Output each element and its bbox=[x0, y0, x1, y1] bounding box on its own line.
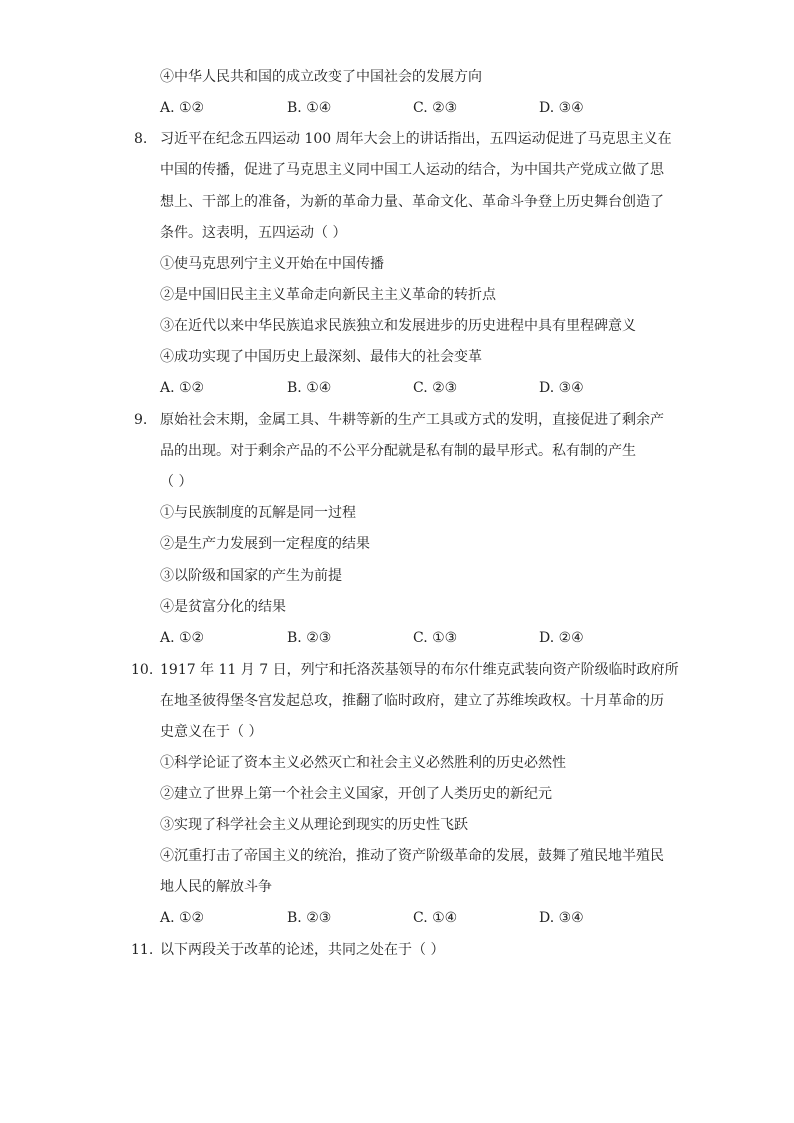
q8-option-d: D. ③④ bbox=[539, 380, 584, 396]
q8-stem-line: 条件。这表明，五四运动（ ） bbox=[160, 225, 347, 241]
q8-item-1: ①使马克思列宁主义开始在中国传播 bbox=[160, 256, 384, 272]
q8-option-b: B. ①④ bbox=[287, 380, 332, 396]
q8-item-2: ②是中国旧民主主义革命走向新民主主义革命的转折点 bbox=[160, 287, 496, 303]
q9-option-a: A. ①② bbox=[160, 630, 205, 646]
q10-option-d: D. ③④ bbox=[539, 910, 584, 926]
q9-stem-line: （ ） bbox=[160, 474, 193, 490]
q8-option-a: A. ①② bbox=[160, 380, 205, 396]
q10-option-b: B. ②③ bbox=[287, 910, 332, 926]
q10-item-4: ④沉重打击了帝国主义的统治，推动了资产阶级革命的发展，鼓舞了殖民地半殖民 bbox=[160, 848, 664, 864]
q10-item-3: ③实现了科学社会主义从理论到现实的历史性飞跃 bbox=[160, 817, 468, 833]
q8-item-3: ③在近代以来中华民族追求民族独立和发展进步的历史进程中具有里程碑意义 bbox=[160, 318, 636, 334]
q7-option-c: C. ②③ bbox=[413, 100, 458, 116]
q11-number: 11. bbox=[131, 942, 154, 958]
q9-number: 9. bbox=[134, 412, 148, 428]
q7-item-4: ④中华人民共和国的成立改变了中国社会的发展方向 bbox=[160, 69, 482, 85]
q10-number: 10. bbox=[131, 662, 154, 678]
q10-option-a: A. ①② bbox=[160, 910, 205, 926]
q9-option-c: C. ①③ bbox=[413, 630, 458, 646]
q10-option-c: C. ①④ bbox=[413, 910, 458, 926]
q10-item-2: ②建立了世界上第一个社会主义国家，开创了人类历史的新纪元 bbox=[160, 786, 552, 802]
q8-stem-line: 习近平在纪念五四运动 100 周年大会上的讲话指出，五四运动促进了马克思主义在 bbox=[160, 131, 672, 147]
q8-stem-line: 中国的传播，促进了马克思主义同中国工人运动的结合，为中国共产党成立做了思 bbox=[160, 162, 664, 178]
q9-item-3: ③以阶级和国家的产生为前提 bbox=[160, 568, 342, 584]
q9-option-b: B. ②③ bbox=[287, 630, 332, 646]
q7-option-d: D. ③④ bbox=[539, 100, 584, 116]
q9-item-4: ④是贫富分化的结果 bbox=[160, 599, 286, 615]
q7-option-a: A. ①② bbox=[160, 100, 205, 116]
q8-option-c: C. ②③ bbox=[413, 380, 458, 396]
q10-stem-line: 1917 年 11 月 7 日，列宁和托洛茨基领导的布尔什维克武装向资产阶级临时政府所 bbox=[160, 662, 679, 678]
q8-number: 8. bbox=[134, 131, 148, 147]
q7-option-b: B. ①④ bbox=[287, 100, 332, 116]
q8-stem-line: 想上、干部上的准备，为新的革命力量、革命文化、革命斗争登上历史舞台创造了 bbox=[160, 194, 664, 210]
q8-item-4: ④成功实现了中国历史上最深刻、最伟大的社会变革 bbox=[160, 349, 482, 365]
q10-item-4-cont: 地人民的解放斗争 bbox=[160, 879, 272, 895]
q9-option-d: D. ②④ bbox=[539, 630, 584, 646]
q10-item-1: ①科学论证了资本主义必然灭亡和社会主义必然胜利的历史必然性 bbox=[160, 755, 566, 771]
q10-stem-line: 在地圣彼得堡冬宫发起总攻，推翻了临时政府，建立了苏维埃政权。十月革命的历 bbox=[160, 693, 664, 709]
q9-item-2: ②是生产力发展到一定程度的结果 bbox=[160, 536, 370, 552]
q10-stem-line: 史意义在于（ ） bbox=[160, 724, 263, 740]
q9-stem-line: 品的出现。对于剩余产品的不公平分配就是私有制的最早形式。私有制的产生 bbox=[160, 443, 636, 459]
q9-stem-line: 原始社会末期，金属工具、牛耕等新的生产工具或方式的发明，直接促进了剩余产 bbox=[160, 412, 664, 428]
q9-item-1: ①与民族制度的瓦解是同一过程 bbox=[160, 505, 356, 521]
q11-stem-line: 以下两段关于改革的论述，共同之处在于（ ） bbox=[160, 942, 445, 958]
